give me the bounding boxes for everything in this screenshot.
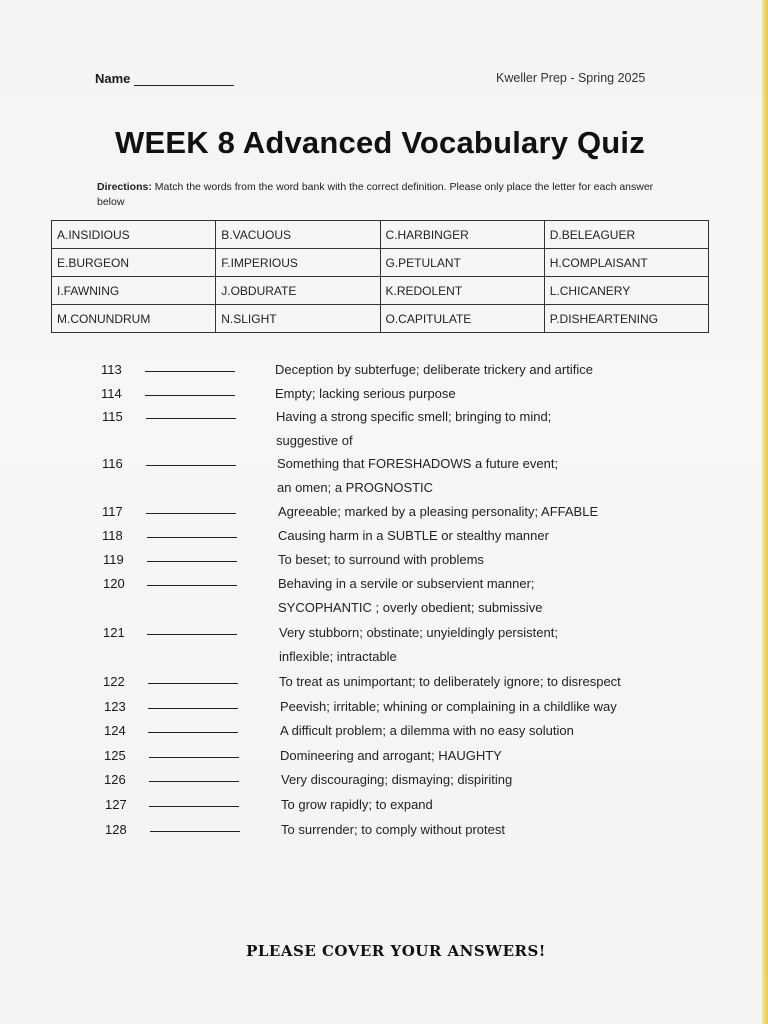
word-bank-cell: G.PETULANT (380, 249, 544, 277)
definition-line: Behaving in a servile or subservient manner; (278, 576, 535, 591)
question-number: 121 (103, 625, 125, 640)
question-number: 113 (101, 362, 122, 377)
answer-blank[interactable] (146, 513, 236, 514)
definition-line: Very discouraging; dismaying; dispiriting (281, 772, 513, 787)
definition-line: suggestive of (276, 433, 353, 448)
definition-text (279, 621, 639, 669)
word-bank-cell: N.SLIGHT (216, 305, 380, 333)
definition-text (276, 405, 636, 453)
question-number: 118 (102, 528, 123, 543)
answer-blank[interactable] (146, 418, 236, 419)
directions-text: Match the words from the word bank with the correct definition. Please only place the letter for each answer below (97, 181, 654, 208)
definition-text (275, 358, 635, 382)
question-number: 119 (103, 552, 124, 567)
question-number: 117 (102, 504, 123, 519)
answer-blank[interactable] (148, 708, 238, 709)
definition-text (281, 768, 641, 792)
definition-text (278, 500, 638, 524)
definition-line: To grow rapidly; to expand (281, 797, 433, 812)
definition-line: Deception by subterfuge; deliberate trickery and artifice (275, 362, 593, 377)
word-bank-cell: L.CHICANERY (544, 277, 708, 305)
word-bank-cell: J.OBDURATE (216, 277, 380, 305)
answer-blank[interactable] (148, 683, 238, 684)
question-number: 126 (104, 772, 126, 787)
footer-notice: PLEASE COVER YOUR ANSWERS! (246, 942, 546, 960)
answer-blank[interactable] (149, 757, 239, 758)
definition-text (275, 382, 635, 406)
word-bank-cell: H.COMPLAISANT (544, 249, 708, 277)
word-bank-cell: B.VACUOUS (216, 221, 380, 249)
page-title: WEEK 8 Advanced Vocabulary Quiz (115, 125, 645, 160)
definition-text (280, 695, 640, 719)
definition-text (281, 793, 641, 817)
definition-line: Agreeable; marked by a pleasing personality; AFFABLE (278, 504, 599, 519)
answer-blank[interactable] (147, 634, 237, 635)
word-bank-cell: M.CONUNDRUM (52, 305, 216, 333)
question-number: 116 (102, 456, 123, 471)
question-number: 123 (104, 699, 126, 714)
word-bank-row (52, 249, 709, 277)
definition-text (278, 572, 638, 620)
question-number: 128 (105, 822, 127, 837)
definition-line: Having a strong specific smell; bringing to mind; (276, 409, 552, 424)
definition-text (280, 744, 640, 768)
definition-text (279, 670, 639, 694)
name-blank-line (134, 71, 234, 86)
definition-line: inflexible; intractable (279, 649, 397, 664)
definition-text (277, 452, 637, 500)
course-label: Kweller Prep - Spring 2025 (496, 71, 646, 85)
definition-text (281, 818, 641, 842)
definition-line: To treat as unimportant; to deliberately ignore; to disrespect (279, 674, 621, 689)
question-number: 127 (105, 797, 127, 812)
question-number: 122 (103, 674, 125, 689)
directions-label: Directions: (97, 181, 152, 193)
definition-line: Domineering and arrogant; HAUGHTY (280, 748, 502, 763)
definition-line: Very stubborn; obstinate; unyieldingly persistent; (279, 625, 558, 640)
question-number: 124 (104, 723, 126, 738)
word-bank-cell: E.BURGEON (52, 249, 216, 277)
word-bank-table (51, 220, 709, 333)
answer-blank[interactable] (147, 585, 237, 586)
definition-line: SYCOPHANTIC ; overly obedient; submissive (278, 600, 543, 615)
question-number: 120 (103, 576, 125, 591)
word-bank-cell: C.HARBINGER (380, 221, 544, 249)
directions (97, 180, 657, 210)
definition-text (278, 524, 638, 548)
answer-blank[interactable] (150, 831, 240, 832)
word-bank-cell: K.REDOLENT (380, 277, 544, 305)
definition-line: A difficult problem; a dilemma with no easy solution (280, 723, 574, 738)
definition-text (278, 548, 638, 572)
word-bank-row (52, 277, 709, 305)
definition-line: Peevish; irritable; whining or complaining in a childlike way (280, 699, 617, 714)
definition-line: To beset; to surround with problems (278, 552, 484, 567)
answer-blank[interactable] (146, 465, 236, 466)
definition-line: To surrender; to comply without protest (281, 822, 505, 837)
paper-edge (762, 0, 768, 1024)
answer-blank[interactable] (147, 561, 237, 562)
definition-line: Causing harm in a SUBTLE or stealthy manner (278, 528, 549, 543)
word-bank-cell: D.BELEAGUER (544, 221, 708, 249)
word-bank-row (52, 221, 709, 249)
word-bank-cell: O.CAPITULATE (380, 305, 544, 333)
question-number: 125 (104, 748, 126, 763)
question-number: 114 (101, 386, 122, 401)
word-bank-cell: F.IMPERIOUS (216, 249, 380, 277)
answer-blank[interactable] (149, 781, 239, 782)
definition-line: Empty; lacking serious purpose (275, 386, 456, 401)
answer-blank[interactable] (148, 732, 238, 733)
word-bank-cell: I.FAWNING (52, 277, 216, 305)
name-field (95, 71, 234, 86)
name-label: Name (95, 71, 131, 86)
definition-line: Something that FORESHADOWS a future event; (277, 456, 559, 471)
answer-blank[interactable] (145, 395, 235, 396)
answer-blank[interactable] (147, 537, 237, 538)
answer-blank[interactable] (149, 806, 239, 807)
definition-text (280, 719, 640, 743)
definition-line: an omen; a PROGNOSTIC (277, 480, 434, 495)
answer-blank[interactable] (145, 371, 235, 372)
word-bank-row (52, 305, 709, 333)
word-bank-cell: P.DISHEARTENING (544, 305, 708, 333)
question-number: 115 (102, 409, 123, 424)
word-bank-cell: A.INSIDIOUS (52, 221, 216, 249)
